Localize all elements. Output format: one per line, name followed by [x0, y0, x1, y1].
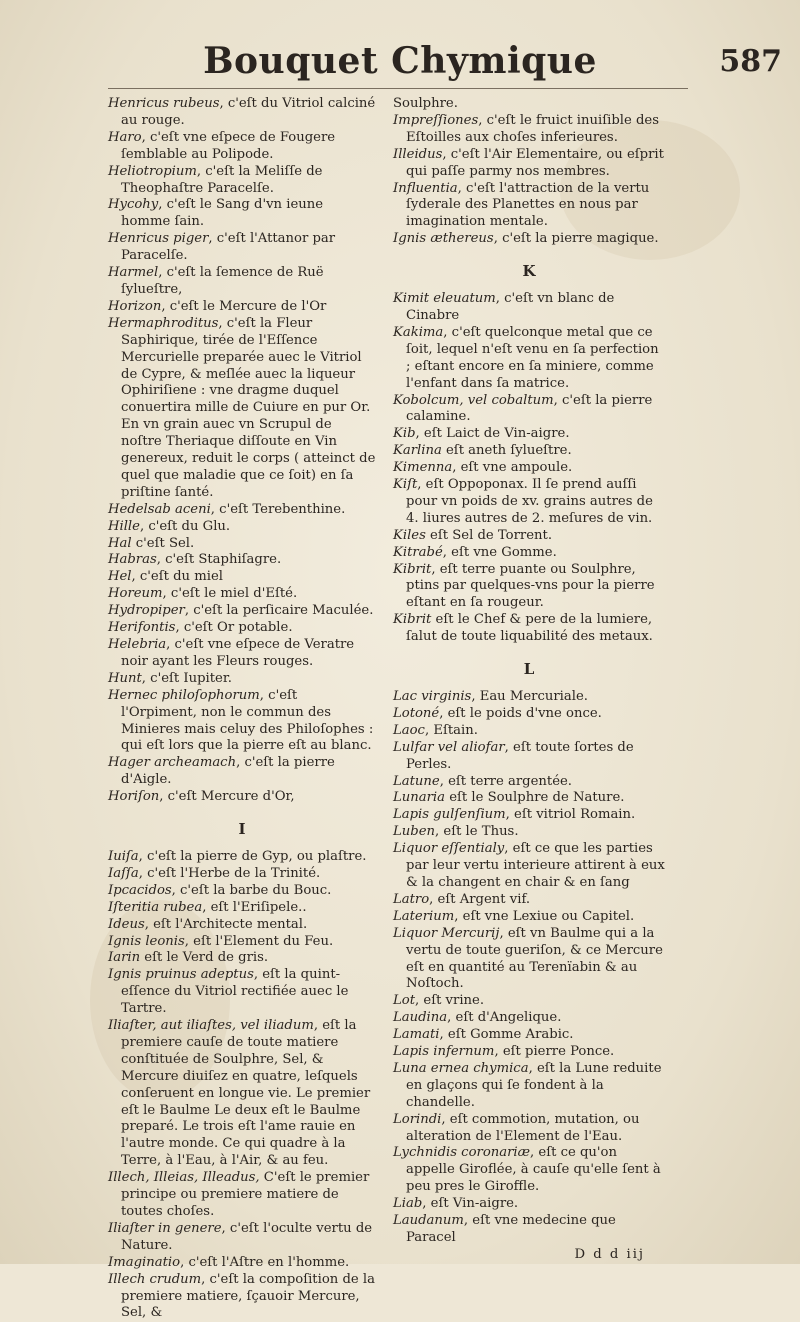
glossary-entry	[108, 164, 376, 198]
entry-definition: , c'eſt vne eſpece de Fougere ſemblable au Polipode.	[121, 129, 336, 162]
glossary-entry	[108, 569, 376, 586]
entry-term: Lychnidis coronariæ	[393, 1145, 531, 1161]
entry-term: Influentia	[393, 180, 458, 196]
entry-definition: eſt le Soulphre de Nature.	[445, 790, 625, 806]
entry-definition: , c'eſt la pierre d'Aigle.	[121, 755, 335, 788]
running-title: Bouquet Chymique	[203, 40, 597, 82]
entry-term: Herifontis	[108, 620, 176, 636]
entry-term: Hedelsab aceni	[108, 501, 211, 517]
glossary-entry	[393, 689, 665, 706]
entry-term: Kitrabé	[393, 544, 443, 560]
entry-term: Hydropiper	[108, 603, 185, 619]
entry-term: Hernec philoſophorum	[108, 687, 260, 703]
entry-term: Ignis leonis	[108, 933, 185, 949]
entry-definition: , c'eſt la pierre de Gyp, ou plaſtre.	[138, 848, 367, 864]
entry-term: Lapis infernum	[393, 1044, 495, 1060]
glossary-entry	[393, 181, 665, 232]
glossary-entry	[108, 900, 376, 917]
entry-definition: , eſt la quint-eſſence du Vitriol rectifiée auec le Tartre.	[121, 967, 349, 1017]
entry-term: Habras	[108, 552, 157, 568]
entry-definition: , c'eſt l'Air Elementaire, ou eſprit qui paſſe parmy nos membres.	[406, 146, 664, 179]
entry-term: Lulfar vel aliofar	[393, 739, 505, 755]
entry-definition: , eſt terre puante ou Soulphre, ptins par quelques-vns pour la pierre eſtant en ſa rougeur.	[406, 561, 655, 611]
entry-term: Haro	[108, 129, 142, 145]
glossary-entry	[108, 197, 376, 231]
entry-term: Karlina	[393, 443, 442, 459]
entry-term: Iliaſter in genere	[108, 1220, 222, 1236]
entry-term: Lapis gulſenſium	[393, 807, 506, 823]
glossary-entry	[393, 1044, 665, 1061]
entry-term: Lot	[393, 993, 415, 1009]
glossary-entry	[393, 562, 665, 613]
glossary-entry	[108, 637, 376, 671]
section-letter: L	[523, 660, 535, 679]
entry-definition: , c'eſt la ſemence de Ruë ſylueſtre,	[121, 265, 324, 297]
glossary-entry	[393, 291, 665, 325]
glossary-entry	[393, 706, 665, 723]
entry-term: Illeidus	[393, 146, 443, 162]
entry-definition: , c'eſt la Meliſſe de Theophaſtre Paracelſe.	[121, 163, 323, 196]
entry-term: Liquor Mercurij	[393, 925, 500, 941]
entry-definition: , eſt l'Architecte mental.	[144, 916, 308, 932]
glossary-entry	[108, 688, 376, 756]
entry-term: Liab	[393, 1196, 423, 1212]
entry-definition: , c'eſt l'Orpiment, non le commun des Minieres mais celuy des Philoſophes : qui eſt lors que la pierre eſt au blanc.	[121, 687, 374, 754]
entry-definition: , c'eſt du Vitriol calciné au rouge.	[121, 96, 376, 128]
entry-definition: C'eſt le premier principe ou premiere matiere de toutes choſes.	[121, 1170, 370, 1219]
glossary-entry	[393, 993, 665, 1010]
entry-term: Latro	[393, 891, 430, 907]
glossary-entry	[393, 96, 665, 113]
glossary-entry	[108, 536, 376, 553]
glossary-entry	[393, 774, 665, 791]
glossary-entry	[108, 755, 376, 789]
entry-term: Iarin	[108, 950, 141, 966]
entry-definition: , eſt vne Gomme.	[442, 544, 557, 560]
glossary-entry	[393, 1027, 665, 1044]
entry-definition: , eſt vitriol Romain.	[505, 807, 636, 823]
glossary-entry	[393, 926, 665, 994]
entry-definition: , eſt vne medecine que Paracel	[406, 1213, 616, 1245]
glossary-entry	[393, 325, 665, 393]
glossary-entry	[108, 1272, 376, 1322]
entry-definition: , c'eſt la perſicaire Maculée.	[184, 603, 374, 619]
entry-definition: , c'eſt Iupiter.	[141, 670, 232, 686]
entry-definition: , eſt le Thus.	[435, 824, 519, 840]
entry-term: Kimit eleuatum	[393, 291, 496, 307]
entry-term: Horiſon	[108, 789, 160, 805]
glossary-entry	[108, 1255, 376, 1272]
entry-term: Lunaria	[393, 790, 445, 806]
entry-definition: , c'eſt du miel	[131, 569, 223, 585]
glossary-entry	[393, 1112, 665, 1146]
entry-term: Imaginatio	[108, 1254, 181, 1270]
glossary-entry	[393, 528, 665, 545]
entry-definition: , c'eſt la pierre magique.	[493, 231, 659, 247]
page-number: 587	[719, 44, 782, 79]
entry-definition: , c'eſt le miel d'Eſté.	[162, 586, 298, 602]
entry-definition: , c'eſt le Mercure de l'Or	[161, 298, 327, 314]
entry-term: Heliotropium	[108, 163, 197, 179]
entry-definition: , c'eſt la pierre calamine.	[406, 392, 653, 425]
entry-term: Kakima	[393, 324, 444, 340]
section-letter: I	[238, 820, 246, 839]
entry-term: Harmel	[108, 265, 159, 281]
entry-definition: c'eſt Sel.	[131, 535, 195, 551]
entry-definition: , c'eſt quelconque metal que ce ſoit, lequel n'eſt venu en ſa perfection ; eſtant encore en ſa miniere, comme l'enfant dans ſa matrice.	[406, 324, 659, 391]
entry-term: Iaſſa	[108, 865, 139, 881]
entry-definition: , c'eſt Or potable.	[175, 620, 293, 636]
entry-definition: , eſt le poids d'vne once.	[439, 705, 602, 721]
glossary-entry	[108, 552, 376, 569]
entry-definition: , c'eſt la barbe du Bouc.	[171, 882, 332, 898]
entry-term: Luben	[393, 824, 435, 840]
entry-definition: , c'eſt l'attraction de la vertu ſyderale des Planettes en nous par imagination mentale.	[406, 180, 650, 230]
entry-definition: , Eau Mercuriale.	[471, 689, 588, 704]
entry-definition: , c'eſt Staphiſagre.	[156, 552, 282, 568]
entry-term: Helebria	[108, 637, 167, 652]
glossary-entry	[108, 950, 376, 967]
entry-term: Kib	[393, 426, 416, 442]
entry-term: Hycohy	[108, 197, 159, 213]
glossary-entry	[393, 460, 665, 477]
entry-definition: eſt le Verd de gris.	[140, 950, 269, 966]
signature-mark: D d d iij	[574, 1246, 645, 1262]
entry-term: Henricus rubeus	[108, 96, 220, 111]
entry-term: Kobolcum, vel cobaltum	[393, 392, 554, 408]
entry-term: Ignis æthereus	[393, 231, 494, 247]
glossary-entry	[108, 967, 376, 1018]
glossary-entry	[108, 299, 376, 316]
left-column	[108, 96, 376, 1322]
entry-definition: , c'eſt Mercure d'Or,	[159, 789, 295, 805]
glossary-entry	[108, 231, 376, 265]
entry-definition: , c'eſt le Sang d'vn ieune homme ſain.	[121, 197, 324, 230]
entry-definition: , eſt Argent vif.	[429, 891, 531, 907]
glossary-entry	[108, 519, 376, 536]
entry-definition: , eſt vrine.	[415, 993, 485, 1009]
glossary-entry	[108, 603, 376, 620]
glossary-entry	[393, 807, 665, 824]
glossary-entry	[108, 96, 376, 130]
entry-term: Hager archeamach	[108, 755, 237, 771]
glossary-entry	[108, 620, 376, 637]
glossary-entry	[393, 824, 665, 841]
entry-definition: , c'eſt le fruict inuiſible des Eſtoilles aux choſes inferieures.	[406, 112, 659, 145]
entry-term: Kibrit	[393, 561, 432, 577]
glossary-entry	[108, 316, 376, 502]
glossary-entry	[393, 740, 665, 774]
glossary-entry	[108, 502, 376, 519]
glossary-entry	[393, 147, 665, 181]
entry-term: Hal	[108, 535, 132, 551]
entry-term: Latune	[393, 773, 440, 789]
entry-definition: Soulphre.	[393, 96, 458, 111]
entry-definition: eſt le Chef & pere de la lumiere, ſalut de toute liquabilité des metaux.	[406, 612, 653, 645]
glossary-entry	[393, 393, 665, 427]
glossary-entry	[393, 1061, 665, 1112]
entry-term: Lorindi	[393, 1111, 442, 1127]
entry-definition: , eſt Oppoponax. Il ſe prend auſſi pour vn poids de xv. grains autres de 4. liures autres de 2. meſures de vin.	[406, 477, 653, 526]
entry-term: Laudanum	[393, 1213, 464, 1229]
entry-term: Iuiſa	[108, 848, 139, 864]
glossary-entry	[108, 883, 376, 900]
entry-definition: , c'eſt l'Aſtre en l'homme.	[180, 1254, 350, 1270]
entry-definition: , eſt commotion, mutation, ou alteration de l'Element de l'Eau.	[406, 1111, 640, 1144]
entry-definition: , eſt l'Eriſipele..	[202, 899, 307, 915]
entry-definition: , c'eſt l'Herbe de la Trinité.	[138, 865, 321, 881]
entry-term: Horizon	[108, 298, 162, 314]
entry-definition: , eſt vn Baulme qui a la vertu de toute gueriſon, & ce Mercure eſt en quantité au Terenïabin & au Noſtoch.	[406, 925, 663, 992]
glossary-entry	[108, 265, 376, 299]
entry-definition: , eſt la Lune reduite en glaçons qui ſe fondent à la chandelle.	[406, 1060, 662, 1110]
entry-definition: , eſt toute ſortes de Perles.	[406, 739, 634, 772]
entry-definition: , eſt ce qu'on appelle Giroflée, à cauſe qu'elle ſent à peu pres le Giroffle.	[406, 1145, 661, 1195]
glossary-entry	[393, 545, 665, 562]
entry-definition: , c'eſt vne eſpece de Veratre noir ayant les Fleurs rouges.	[121, 637, 355, 669]
entry-term: Illech, Illeias, Illeadus,	[108, 1170, 260, 1186]
glossary-entry	[393, 723, 665, 740]
glossary-entry	[393, 443, 665, 460]
glossary-entry	[393, 612, 665, 646]
entry-definition: , eſt vne ampoule.	[452, 460, 573, 476]
entry-definition: , eſt la premiere cauſe de toute matiere conſtituée de Soulphre, Sel, & Mercure diuiſez en quatre, leſquels conſeruent en longue vie. Le premier eſt le Baulme Le deux eſt le Baulme preparé. Le trois eſt l'ame rauie en l'autre monde. Ce qui quadre à la Terre, à l'Eau, à l'Air, & au feu.	[121, 1018, 371, 1169]
entry-term: Kiles	[393, 527, 426, 543]
glossary-entry	[393, 892, 665, 909]
entry-definition: , c'eſt l'oculte vertu de Nature.	[121, 1220, 373, 1253]
glossary-entry	[393, 909, 665, 926]
glossary-entry	[393, 1145, 665, 1196]
glossary-entry	[108, 934, 376, 951]
entry-definition: , eſt Gomme Arabic.	[439, 1027, 574, 1043]
entry-definition: eſt aneth ſylueſtre.	[441, 443, 572, 459]
entry-definition: , c'eſt la compoſition de la premiere matiere, ſçauoir Mercure, Sel, &	[121, 1271, 375, 1321]
entry-term: Laoc	[393, 722, 425, 738]
glossary-entry	[108, 1221, 376, 1255]
entry-term: Ipcacidos	[108, 882, 172, 898]
entry-definition: , eſt pierre Ponce.	[494, 1044, 615, 1060]
glossary-entry	[393, 841, 665, 892]
glossary-entry	[393, 790, 665, 807]
entry-term: Lamati	[393, 1027, 440, 1043]
entry-definition: , eſt Laict de Vin-aigre.	[415, 426, 570, 442]
entry-term: Luna ernea chymica	[393, 1060, 529, 1076]
entry-term: Lotoné	[393, 705, 440, 721]
header-rule	[108, 88, 688, 89]
entry-term: Liquor eſſentialy	[393, 841, 505, 857]
entry-definition: eſt Sel de Torrent.	[425, 527, 553, 543]
glossary-entry	[393, 1010, 665, 1027]
entry-term: Horeum	[108, 586, 163, 602]
entry-definition: , eſt Vin-aigre.	[422, 1196, 519, 1212]
glossary-entry	[108, 917, 376, 934]
entry-term: Hille	[108, 518, 140, 534]
glossary-entry	[108, 130, 376, 164]
entry-definition: , c'eſt la Fleur Saphirique, tirée de l'Eſſence Mercurielle preparée auec le Vitriol de Cypre, & meſlée auec la liqueur Ophiriſiene : vne dragme duquel conuertira mille de Cuiure en pur Or. En vn grain auec vn Scrupul de noſtre Theriaque diſſoute en Vin genereux, reduit le corps ( atteinct de quel que maladie que ce ſoit) en ſa priſtine ſanté.	[121, 315, 376, 500]
entry-term: Ignis pruinus adeptus	[108, 967, 254, 983]
entry-term: Ideus	[108, 916, 145, 932]
glossary-entry	[108, 586, 376, 603]
glossary-entry	[393, 113, 665, 147]
entry-term: Hunt	[108, 670, 142, 686]
glossary-entry	[108, 671, 376, 688]
entry-term: Henricus piger	[108, 231, 209, 247]
entry-term: Hel	[108, 569, 132, 585]
entry-definition: , eſt d'Angelique.	[447, 1010, 562, 1026]
entry-term: Kibrit	[393, 612, 432, 628]
entry-term: Laterium	[393, 908, 455, 924]
entry-term: Laudina	[393, 1010, 448, 1026]
glossary-entry	[108, 866, 376, 883]
entry-definition: , c'eſt vn blanc de Cinabre	[406, 291, 615, 323]
glossary-entry	[108, 789, 376, 806]
entry-term: Illech crudum	[108, 1271, 202, 1287]
entry-term: Kiſt	[393, 477, 418, 493]
entry-term: Lac virginis	[393, 689, 472, 704]
glossary-entry	[393, 1213, 665, 1247]
entry-term: Impreſſiones	[393, 112, 479, 128]
entry-definition: , eſt terre argentée.	[439, 773, 572, 789]
entry-definition: , eſt l'Element du Feu.	[184, 933, 334, 949]
entry-definition: , eſt ce que les parties par leur vertu interieure attirent à eux & la changent en chair & en ſang	[406, 841, 665, 890]
section-letter: K	[522, 262, 536, 281]
entry-definition: , c'eſt l'Attanor par Paracelſe.	[121, 231, 336, 264]
entry-definition: , c'eſt du Glu.	[139, 518, 231, 534]
entry-term: Kimenna	[393, 460, 453, 476]
glossary-entry	[393, 426, 665, 443]
glossary-entry	[108, 1170, 376, 1221]
entry-definition: , c'eſt Terebenthine.	[210, 501, 346, 517]
glossary-entry	[393, 1196, 665, 1213]
right-column	[393, 96, 665, 1264]
glossary-entry	[393, 231, 665, 248]
glossary-entry	[108, 849, 376, 866]
entry-term: Iſteritia rubea	[108, 899, 203, 915]
entry-term: Iliaſter, aut iliaſtes, vel iliadum	[108, 1018, 314, 1034]
entry-definition: , eſt vne Lexiue ou Capitel.	[454, 908, 635, 924]
entry-term: Hermaphroditus	[108, 315, 219, 331]
entry-definition: , Eſtain.	[424, 722, 478, 738]
glossary-entry	[393, 477, 665, 528]
glossary-entry	[108, 1018, 376, 1170]
